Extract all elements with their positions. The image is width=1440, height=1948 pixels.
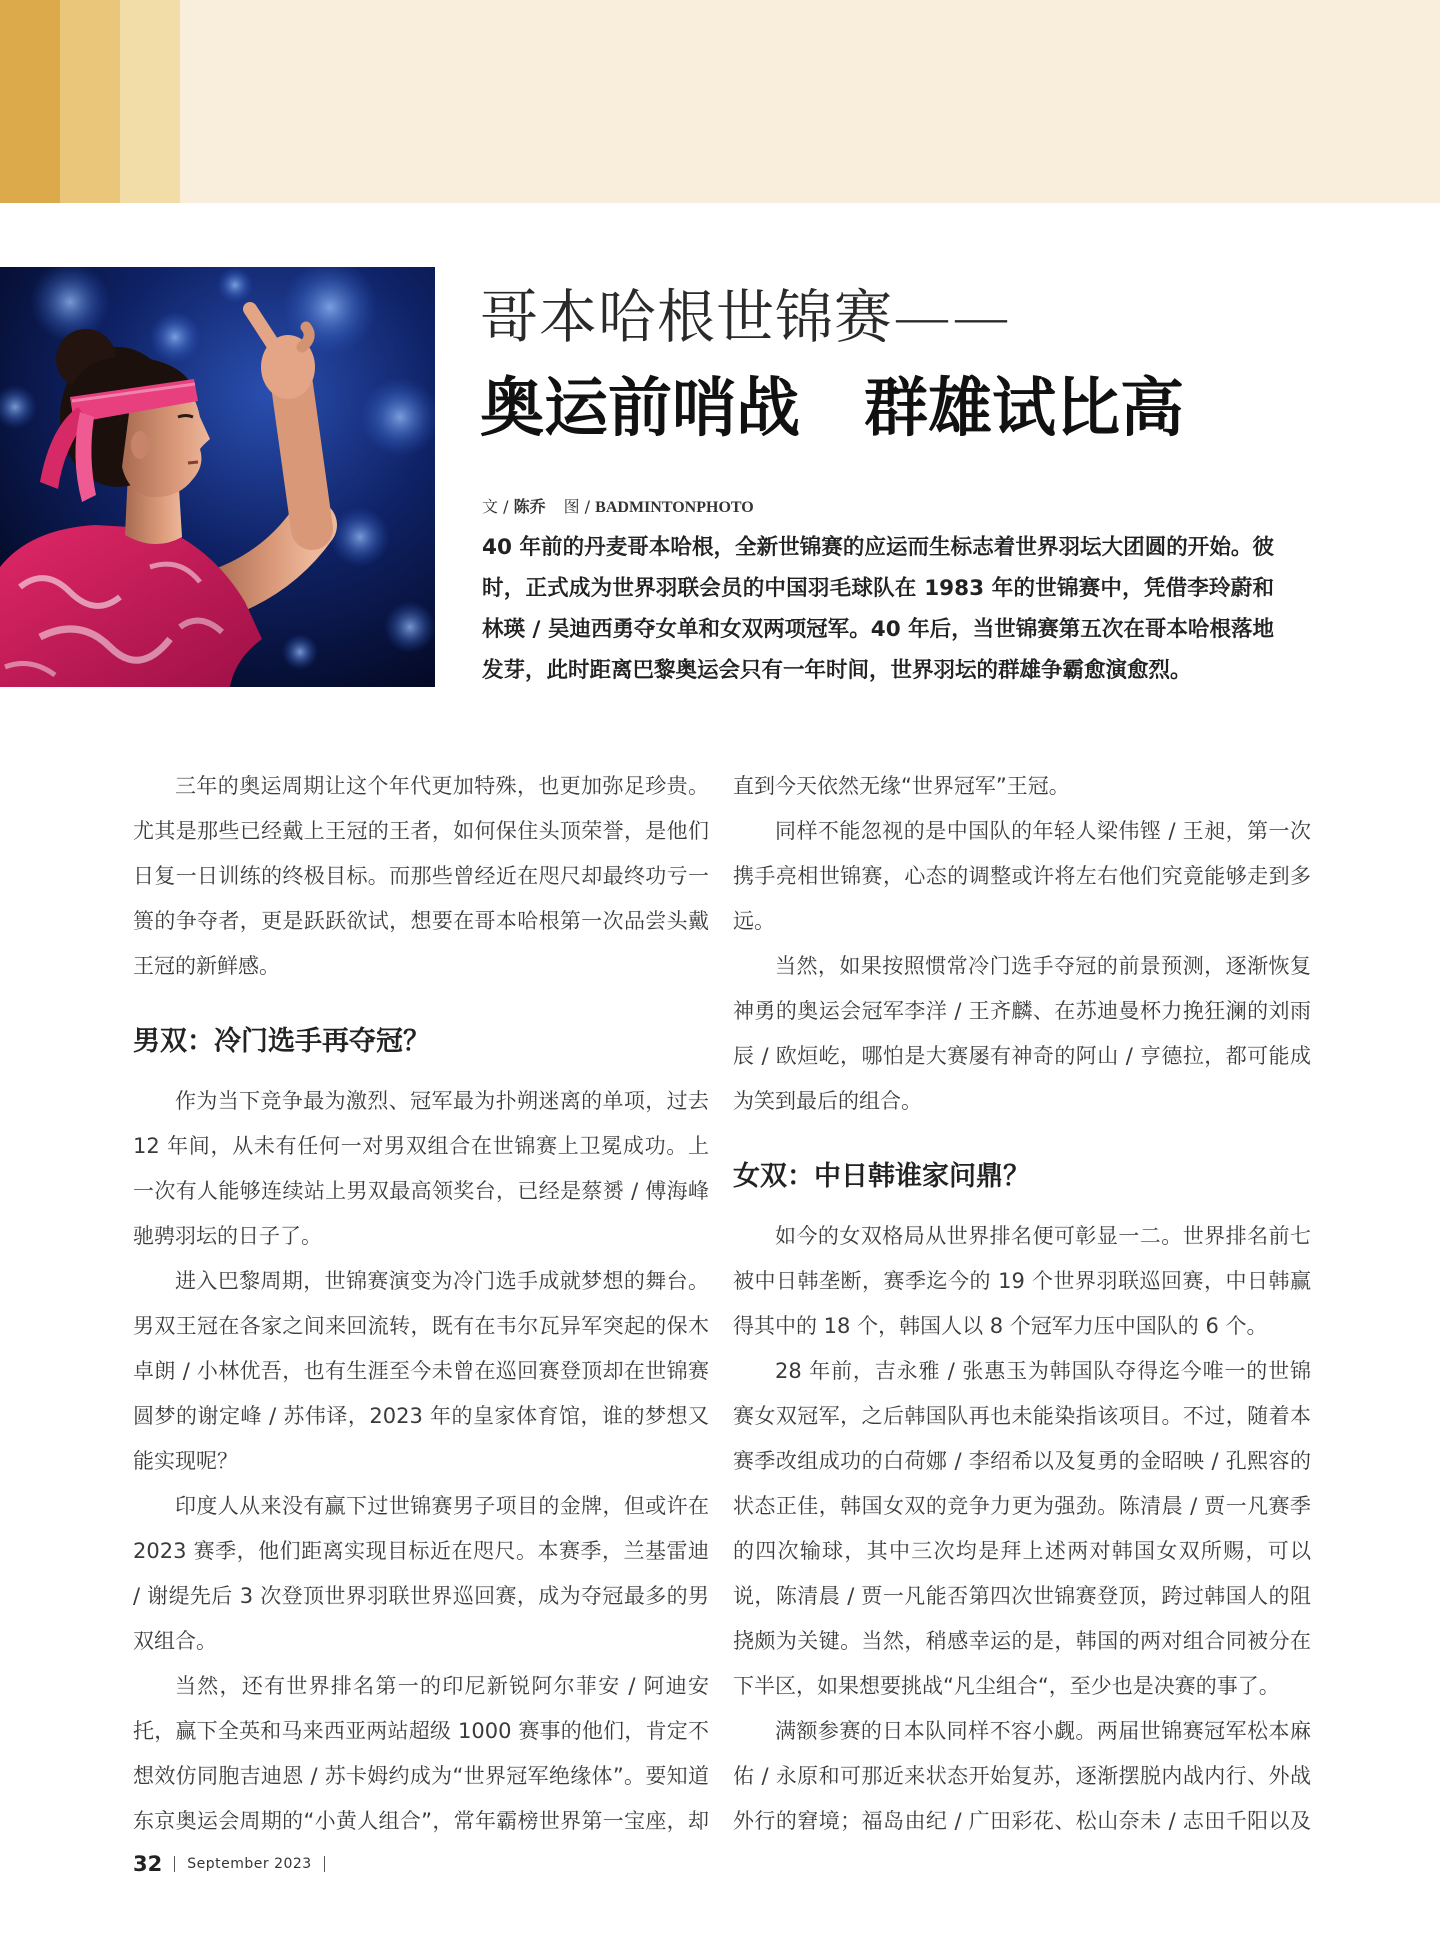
section-heading-mens-doubles: 男双：冷门选手再夺冠？ [133,1026,430,1057]
footer-divider [174,1856,175,1872]
body-paragraph: 同样不能忽视的是中国队的年轻人梁伟铿 / 王昶，第一次携手亮相世锦赛，心态的调整或许将左右他们究竟能够走到多远。 [733,819,1311,933]
body-paragraph: 作为当下竞争最为激烈、冠军最为扑朔迷离的单项，过去 12 年间，从未有任何一对男双组合在世锦赛上卫冕成功。上一次有人能够连续站上男双最高领奖台，已经是蔡赟 / 傅海峰驰骋羽坛的日子了。 [133,1089,709,1248]
byline-text-label: 文 / [482,497,514,516]
player-photo [0,267,435,687]
body-paragraph: 当然，还有世界排名第一的印尼新锐阿尔菲安 / 阿迪安托，赢下全英和马来西亚两站超级 1000 赛事的他们，肯定不想效仿同胞吉迪恩 / 苏卡姆约成为“世界冠军绝缘体”。要知道东京奥运会周期的“小黄人组合”，常年霸榜世界第一宝座，却 [133,1674,709,1833]
byline-photographer: BADMINTONPHOTO [595,499,754,516]
page-number: 32 [133,1852,163,1876]
left-column [133,764,709,1844]
banner-stripe-light-gold [60,0,120,203]
section-heading-womens-doubles: 女双：中日韩谁家问鼎？ [733,1161,1030,1192]
byline [482,495,754,520]
banner-stripe-pale-gold [120,0,180,203]
lead-paragraph: 40 年前的丹麦哥本哈根，全新世锦赛的应运而生标志着世界羽坛大团圆的开始。彼时，正式成为世界羽联会员的中国羽毛球队在 1983 年的世锦赛中，凭借李玲蔚和林瑛 / 吴迪西勇夺女单和女双两项冠军。40 年后，当世锦赛第五次在哥本哈根落地发芽，此时距离巴黎奥运会只有一年时间，世界羽坛的群雄争霸愈演愈烈。 [482,535,1274,683]
body-paragraph: 28 年前，吉永雅 / 张惠玉为韩国队夺得迄今唯一的世锦赛女双冠军，之后韩国队再也未能染指该项目。不过，随着本赛季改组成功的白荷娜 / 李绍希以及复勇的金昭映 / 孔熙容的状态正佳，韩国女双的竞争力更为强劲。陈清晨 / 贾一凡赛季的四次输球，其中三次均是拜上述两对韩国女双所赐，可以说，陈清晨 / 贾一凡能否第四次世锦赛登顶，跨过韩国人的阻挠颇为关键。当然，稍感幸运的是，韩国的两对组合同被分在下半区，如果想要挑战“凡尘组合“，至少也是决赛的事了。 [733,1359,1311,1698]
article-title-line2: 奥运前哨战 群雄试比高 [480,372,1184,446]
body-paragraph: 满额参赛的日本队同样不容小觑。两届世锦赛冠军松本麻佑 / 永原和可那近来状态开始复苏，逐渐摆脱内战内行、外战外行的窘境；福岛由纪 / 广田彩花、松山奈未 / 志田千阳以及 [733,1719,1311,1833]
byline-photo-label: 图 / [563,497,596,516]
banner-stripe-gold [0,0,60,203]
right-column [733,764,1311,1844]
body-paragraph: 印度人从来没有赢下过世锦赛男子项目的金牌，但或许在 2023 赛季，他们距离实现目标近在咫尺。本赛季，兰基雷迪 / 谢缇先后 3 次登顶世界羽联世界巡回赛，成为夺冠最多的男双组合。 [133,1494,709,1653]
byline-author: 陈乔 [513,497,546,516]
top-banner [0,0,1440,203]
issue-date: September 2023 [187,1856,312,1872]
body-paragraph: 进入巴黎周期，世锦赛演变为冷门选手成就梦想的舞台。男双王冠在各家之间来回流转，既有在韦尔瓦异军突起的保木卓朗 / 小林优吾，也有生涯至今未曾在巡回赛登顶却在世锦赛圆梦的谢定峰 / 苏伟译，2023 年的皇家体育馆，谁的梦想又能实现呢？ [133,1269,709,1473]
body-paragraph-continued: 直到今天依然无缘“世界冠军”王冠。 [733,774,1070,798]
footer-divider [324,1856,325,1872]
article-title-line1: 哥本哈根世锦赛—— [480,283,1012,351]
body-paragraph: 当然，如果按照惯常冷门选手夺冠的前景预测，逐渐恢复神勇的奥运会冠军李洋 / 王齐麟、在苏迪曼杯力挽狂澜的刘雨辰 / 欧烜屹，哪怕是大赛屡有神奇的阿山 / 亨德拉，都可能成为笑到最后的组合。 [733,954,1311,1113]
intro-paragraph: 三年的奥运周期让这个年代更加特殊，也更加弥足珍贵。尤其是那些已经戴上王冠的王者，如何保住头顶荣誉，是他们日复一日训练的终极目标。而那些曾经近在咫尺却最终功亏一篑的争夺者，更是跃跃欲试，想要在哥本哈根第一次品尝头戴王冠的新鲜感。 [133,774,709,978]
page-footer [133,1850,337,1878]
body-paragraph: 如今的女双格局从世界排名便可彰显一二。世界排名前七被中日韩垄断，赛季迄今的 19 个世界羽联巡回赛，中日韩赢得其中的 18 个，韩国人以 8 个冠军力压中国队的 6 个。 [733,1224,1311,1338]
